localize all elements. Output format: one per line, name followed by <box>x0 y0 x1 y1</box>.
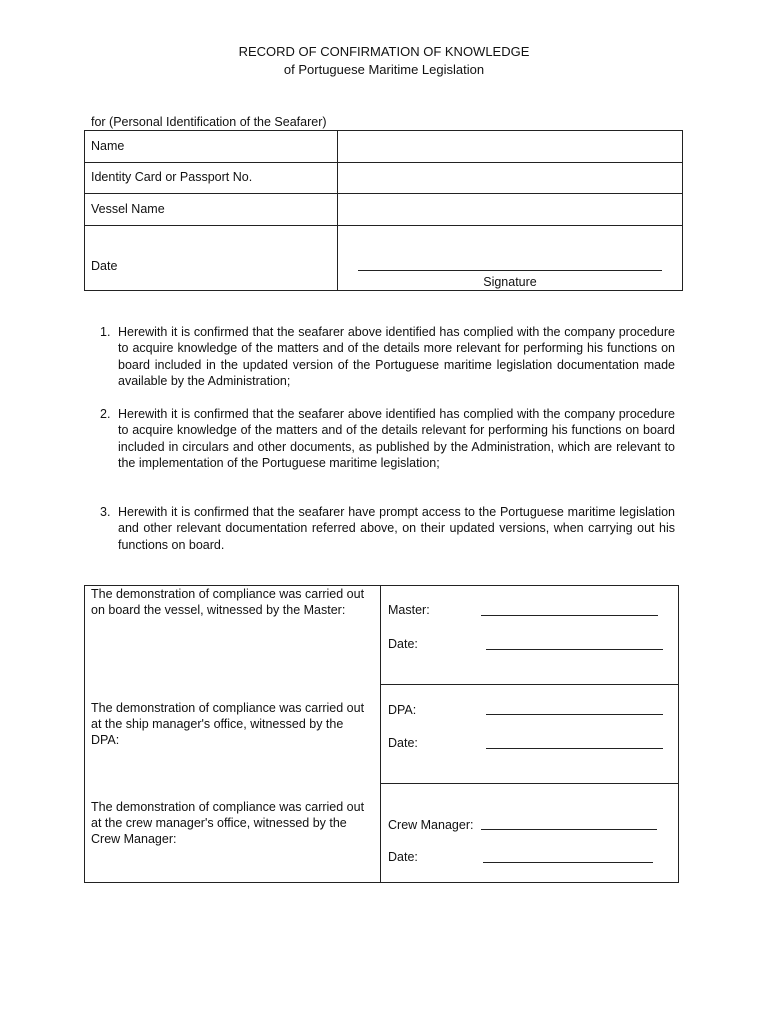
dpa-signature-line[interactable] <box>486 714 663 715</box>
signature-label: Signature <box>483 275 537 289</box>
id-passport-label: Identity Card or Passport No. <box>91 170 253 184</box>
compliance-text-master: The demonstration of compliance was carried out on board the vessel, witnessed by the Master: <box>91 587 365 617</box>
compliance-text-dpa: The demonstration of compliance was carried out at the ship manager's office, witnessed by the DPA: <box>91 701 365 747</box>
statement-text: Herewith it is confirmed that the seafarer above identified has complied with the company procedure to acquire knowledge of the matters and of the details more relevant for performing his functions on board included in the updated version of the Portuguese maritime legislation documentation made available by the Administration; <box>118 325 675 388</box>
signature-line[interactable] <box>358 270 662 271</box>
vessel-name-field[interactable] <box>338 194 682 225</box>
dpa-date-line[interactable] <box>486 748 663 749</box>
vessel-name-label: Vessel Name <box>91 202 165 216</box>
statement-number: 1. <box>100 325 111 339</box>
master-date-line[interactable] <box>486 649 663 650</box>
date-label: Date <box>91 259 118 273</box>
dpa-date-label: Date: <box>388 736 418 750</box>
compliance-text-crew-manager: The demonstration of compliance was carried out at the crew manager's office, witnessed by the Crew Manager: <box>91 800 365 846</box>
crew-manager-date-line[interactable] <box>483 862 653 863</box>
statement-text: Herewith it is confirmed that the seafarer have prompt access to the Portuguese maritime legislation and other relevant documentation referred above, on their updated versions, when carrying out his functions on board. <box>118 505 675 552</box>
master-signature-line[interactable] <box>481 615 658 616</box>
crew-manager-label: Crew Manager: <box>388 818 474 832</box>
dpa-label: DPA: <box>388 703 417 717</box>
statement-number: 2. <box>100 407 111 421</box>
document-title: RECORD OF CONFIRMATION OF KNOWLEDGE <box>238 44 530 59</box>
document-subtitle: of Portuguese Maritime Legislation <box>283 62 485 77</box>
id-passport-field[interactable] <box>338 163 682 193</box>
identification-caption: for (Personal Identification of the Seafarer) <box>91 115 327 129</box>
name-label: Name <box>91 139 125 153</box>
name-field[interactable] <box>338 131 682 162</box>
statement-number: 3. <box>100 505 111 519</box>
statement-text: Herewith it is confirmed that the seafarer above identified has complied with the company procedure to acquire knowledge of the matters and of the details relevant for performing his functions on board included in circulars and other documents, as published by the Administration, which are relevant to the implementation of the Portuguese maritime legislation; <box>118 407 675 470</box>
crew-manager-signature-line[interactable] <box>481 829 657 830</box>
crew-manager-date-label: Date: <box>388 850 418 864</box>
master-label: Master: <box>388 603 430 617</box>
master-date-label: Date: <box>388 637 418 651</box>
